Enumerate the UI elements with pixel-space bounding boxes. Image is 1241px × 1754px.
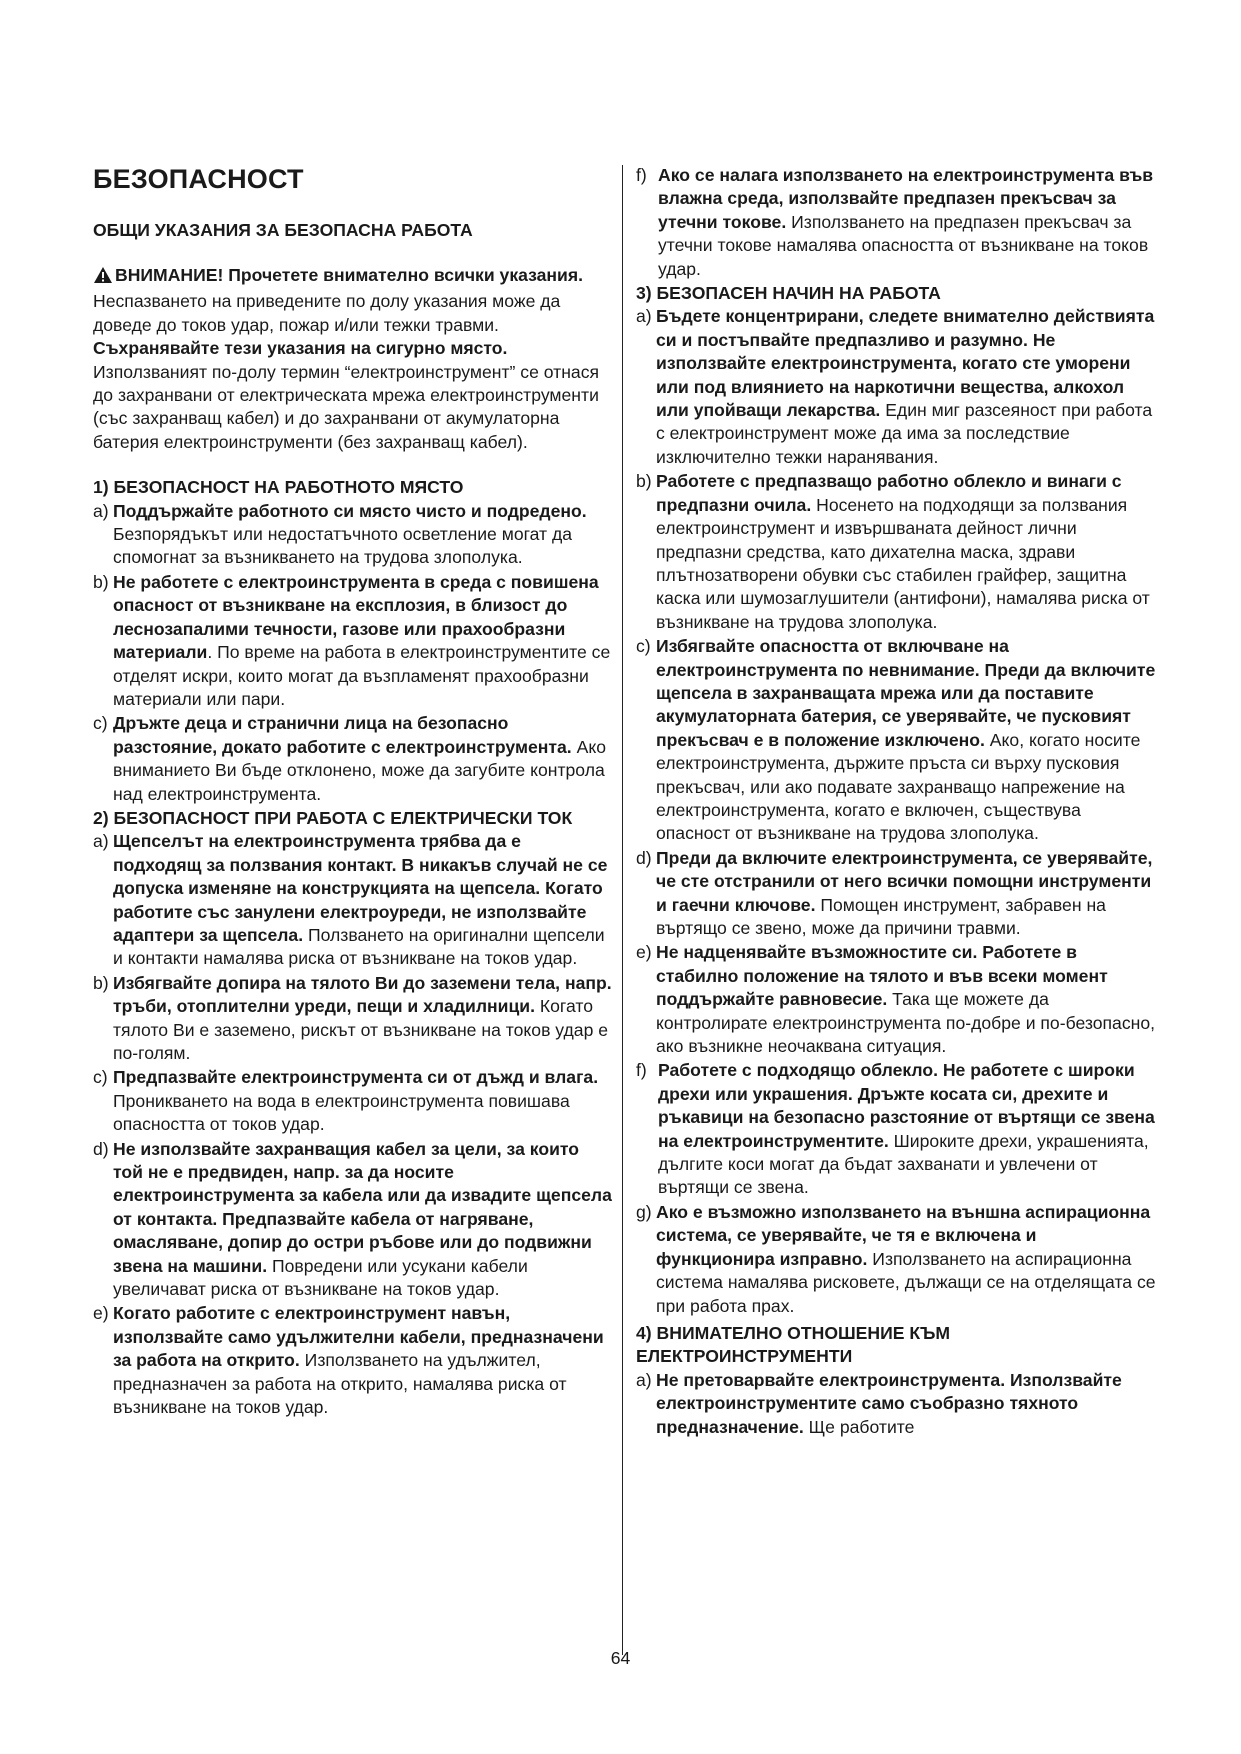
item-letter: f) bbox=[636, 1060, 647, 1081]
item-bold: Дръжте деца и странични лица на безопасно разстояние, докато работите с електроинструмента. bbox=[113, 713, 572, 757]
right-column bbox=[636, 164, 1156, 1440]
page-title: БЕЗОПАСНОСТ bbox=[93, 164, 304, 194]
item-bold: Избягвайте допира на тялото Ви до заземени тела, напр. тръби, отоплителни уреди, пещи и хладилници. bbox=[113, 972, 612, 1017]
list-item bbox=[636, 941, 1156, 1058]
section-heading-3: 3) БЕЗОПАСЕН НАЧИН НА РАБОТА bbox=[636, 283, 941, 304]
item-text: Широките дрехи, украшенията, дългите коси могат да бъдат захванати и увлечени от въртящи се звена. bbox=[658, 1130, 1149, 1198]
item-text: Така ще можете да контролирате електроинструмента по-добре и по-безопасно, ако възникне неочаквана ситуация. bbox=[656, 989, 1156, 1057]
page-number: 64 bbox=[610, 1648, 631, 1668]
intro-bold-1: ВНИМАНИЕ! Прочетете внимателно всички указания. bbox=[115, 265, 584, 285]
list-item bbox=[93, 972, 613, 1066]
item-bold: Работете с предпазващо работно облекло и винаги с предпазни очила. bbox=[656, 471, 1122, 515]
list-item bbox=[93, 1138, 613, 1302]
item-text: Ако вниманието Ви бъде отклонено, може да загубите контрола над електроинструмента. bbox=[113, 736, 607, 804]
list-item bbox=[93, 571, 613, 711]
item-letter: a) bbox=[93, 831, 109, 852]
item-text: Ако, когато носите електроинструмента, държите пръста си върху пусковия прекъсвач, или ако подавате захранващо напрежение на електроинструмента, когато е включен, съществува опасност от възникване на трудова злополука. bbox=[656, 729, 1141, 844]
item-bold: Предпазвайте електроинструмента си от дъжд и влага. bbox=[113, 1067, 599, 1088]
item-bold: Не работете с електроинструмента в среда с повишена опасност от възникване на експлозия, в близост до леснозапалими течности, газове или прахообразни материали bbox=[113, 571, 599, 663]
item-text: Проникването на вода в електроинструмента повишава опасността от токов удар. bbox=[113, 1090, 570, 1135]
item-text: Помощен инструмент, забравен на въртящо се звено, може да причини травми. bbox=[656, 894, 1106, 938]
item-bold: Ако е възможно използването на външна аспирационна система, се уверявайте, че тя е включена и функционира изправно. bbox=[656, 1201, 1151, 1269]
item-text: Когато тялото Ви е заземено, рискът от възникване на токов удар е по-голям. bbox=[113, 996, 609, 1063]
intro-bold-2: Съхранявайте тези указания на сигурно място. bbox=[93, 338, 508, 359]
list-item bbox=[636, 847, 1156, 941]
item-letter: c) bbox=[93, 1067, 108, 1088]
item-text: . По време на работа в електроинструментите се отделят искри, които могат да възпламенят прахообразни материали или пари. bbox=[113, 642, 611, 709]
item-bold: Не претоварвайте електроинструмента. Използвайте електроинструментите само съобразно тяхното предназначение. bbox=[656, 1369, 1122, 1437]
item-bold: Преди да включите електроинструмента, се уверявайте, че сте отстранили от него всички помощни инструменти и гаечни ключове. bbox=[656, 847, 1153, 915]
item-bold: Ако се налага използването на електроинструмента във влажна среда, използвайте предпазен прекъсвач за утечни токове. bbox=[658, 165, 1154, 232]
intro-paragraph bbox=[93, 264, 613, 454]
list-item bbox=[636, 305, 1156, 469]
item-letter: g) bbox=[636, 1201, 652, 1222]
item-letter: a) bbox=[636, 306, 652, 327]
item-bold: Избягвайте опасността от включване на електроинструмента по невнимание. Преди да включите щепсела в захранващата мрежа или да поставите акумулаторната батерия, се уверявайте, че пусковият прекъсвач е в положение изключено. bbox=[656, 636, 1156, 750]
intro-text-1: Неспазването на приведените по долу указания може да доведе до токов удар, пожар и/или тежки травми. bbox=[93, 291, 561, 335]
item-letter: e) bbox=[93, 1303, 109, 1324]
item-letter: b) bbox=[636, 471, 652, 492]
item-bold: Когато работите с електроинструмент навън, използвайте само удължителни кабели, предназначени за работа на открито. bbox=[113, 1303, 604, 1371]
item-letter: b) bbox=[93, 571, 109, 592]
item-bold: Щепселът на електроинструмента трябва да е подходящ за ползвания контакт. В никакъв случай не се допуска изменяне на конструкцията на щепсела. Когато работите със занулени електроуреди, не използвайте адаптери за щепсела. bbox=[113, 831, 608, 945]
list-item bbox=[93, 1066, 613, 1136]
item-text: Носенето на подходящи за ползвания електроинструмент и извършваната дейност лични предпазни средства, като дихателна маска, здрави плътнозатворени обувки със стабилен грайфер, защитна каска или шумозаглушители (антифони), намалява риска от възникване на трудова злополука. bbox=[656, 494, 1150, 632]
item-letter: f) bbox=[636, 165, 647, 185]
section-subtitle: ОБЩИ УКАЗАНИЯ ЗА БЕЗОПАСНА РАБОТА bbox=[93, 220, 473, 240]
left-column bbox=[93, 163, 613, 1421]
list-item bbox=[93, 830, 613, 970]
item-text: Ще работите bbox=[803, 1416, 915, 1437]
list-item bbox=[636, 1059, 1156, 1199]
item-text: Ползването на оригинални щепсели и контакти намалява риска от възникване на токов удар. bbox=[113, 924, 605, 969]
item-bold: Поддържайте работното си място чисто и подредено. bbox=[113, 500, 587, 521]
item-text: Използването на аспирационна система намалява рисковете, дължащи се на отделящата се при работа прах. bbox=[656, 1248, 1156, 1316]
item-text: Един миг разсеяност при работа с електроинструмент може да има за последствие изключително тежки наранявания. bbox=[656, 400, 1153, 467]
list-item bbox=[636, 470, 1156, 634]
section-heading-4: 4) ВНИМАТЕЛНО ОТНОШЕНИЕ КЪМ ЕЛЕКТРОИНСТРУМЕНТИ bbox=[636, 1322, 951, 1367]
list-item bbox=[636, 164, 1156, 281]
item-bold: Не използвайте захранващия кабел за цели, за които той не е предвиден, напр. за да носите електроинструмента за кабела или да извадите щепсела от контакта. Предпазвайте кабела от нагряване, омасляване, допир до остри ръбове или до подвижни звена на машини. bbox=[113, 1138, 612, 1276]
list-item bbox=[93, 500, 613, 570]
item-letter: c) bbox=[93, 713, 108, 734]
list-item bbox=[93, 712, 613, 806]
item-letter: d) bbox=[636, 847, 652, 868]
list-item bbox=[636, 635, 1156, 846]
item-letter: a) bbox=[93, 500, 109, 521]
warning-triangle-icon bbox=[93, 266, 113, 290]
column-divider bbox=[622, 165, 623, 1655]
item-text: Използването на удължител, предназначен за работа на открито, намалява риска от възникване на токов удар. bbox=[113, 1350, 567, 1418]
list-item bbox=[93, 1302, 613, 1419]
item-bold: Бъдете концентрирани, следете внимателно действията си и постъпвайте предпазливо и разумно. Не използвайте електроинструмента, когато сте уморени или под влиянието на наркотични вещества, алкохол или упойващи лекарства. bbox=[656, 306, 1155, 421]
item-bold: Не надценявайте възможностите си. Работете в стабилно положение на тялото и във всеки момент поддържайте равновесие. bbox=[656, 942, 1108, 1010]
item-letter: a) bbox=[636, 1369, 652, 1390]
item-text: Използването на предпазен прекъсвач за утечни токове намалява опасността от възникване на токов удар. bbox=[658, 211, 1149, 279]
item-text: Безпорядъкът или недостатъчното осветление могат да спомогнат за възникването на трудова злополука. bbox=[113, 524, 573, 568]
item-text: Повредени или усукани кабели увеличават риска от възникване на токов удар. bbox=[113, 1255, 528, 1300]
item-letter: e) bbox=[636, 942, 652, 963]
item-letter: d) bbox=[93, 1138, 109, 1159]
section-heading-1: 1) БЕЗОПАСНОСТ НА РАБОТНОТО МЯСТО bbox=[93, 477, 464, 498]
list-item bbox=[636, 1369, 1156, 1439]
section-heading-2: 2) БЕЗОПАСНОСТ ПРИ РАБОТА С ЕЛЕКТРИЧЕСКИ ТОК bbox=[93, 807, 573, 828]
list-item bbox=[636, 1201, 1156, 1318]
intro-text-2: Използваният по-долу термин “електроинструмент” се отнася до захранвани от електрическата мрежа електроинструменти (със захранващ кабел) и до захранвани от акумулаторна батерия електроинструменти (без захранващ кабел). bbox=[93, 361, 600, 452]
item-letter: b) bbox=[93, 972, 109, 993]
item-letter: c) bbox=[636, 636, 651, 657]
item-bold: Работете с подходящо облекло. Не работете с широки дрехи или украшения. Дръжте косата си, дрехите и ръкавици на безопасно разстояние от въртящи се звена на електроинструментите. bbox=[658, 1060, 1155, 1151]
